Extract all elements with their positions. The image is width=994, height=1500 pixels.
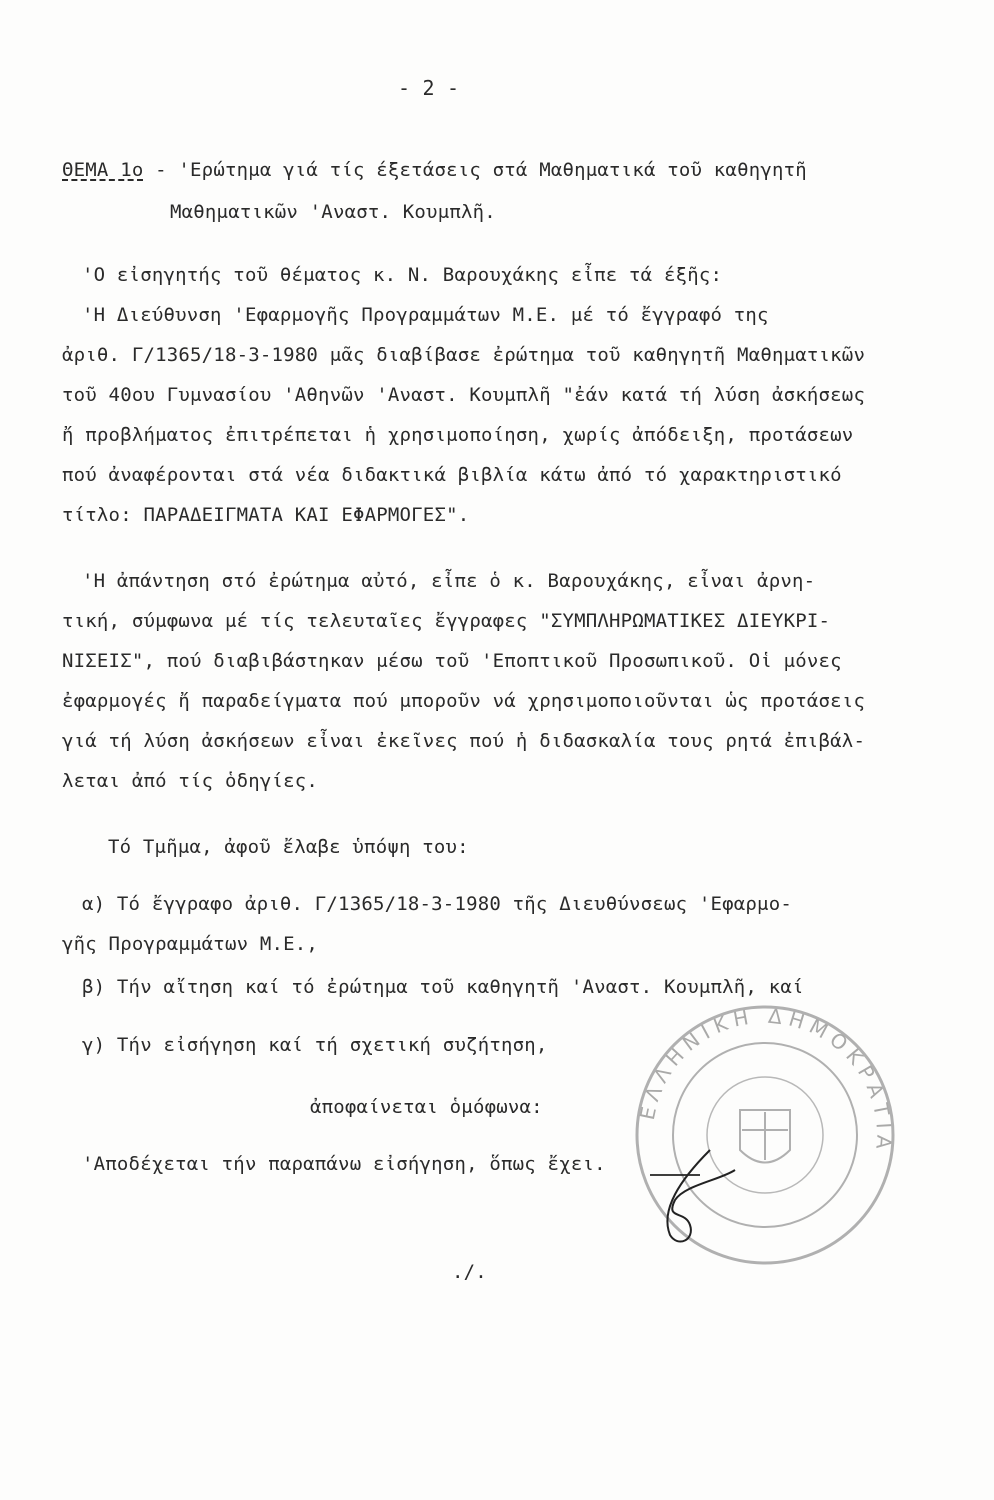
- topic-title-line1: - 'Ερώτημα γιά τίς έξετάσεις στά Μαθηματικά τοῦ καθηγητῆ: [143, 159, 807, 181]
- body-line: τίτλο: ΠΑΡΑΔΕΙΓΜΑΤΑ ΚΑΙ ΕΦΑΡΜΟΓΕΣ".: [62, 504, 470, 526]
- decision-text: 'Αποδέχεται τήν παραπάνω εἰσήγηση, ὅπως ἔχει.: [82, 1153, 606, 1175]
- end-mark: ./.: [452, 1261, 487, 1283]
- list-item-c: γ) Τήν εἰσήγηση καί τή σχετική συζήτηση,: [82, 1034, 548, 1056]
- topic-heading: [62, 158, 807, 182]
- body-line: 'Η Διεύθυνση 'Εφαρμογῆς Προγραμμάτων Μ.Ε. μέ τό ἔγγραφό της: [82, 304, 769, 326]
- body-line: 'Ο εἰσηγητής τοῦ θέματος κ. Ν. Βαρουχάκης εἶπε τά έξῆς:: [82, 264, 723, 286]
- list-item-b: β) Τήν αἴτηση καί τό ἐρώτημα τοῦ καθηγητῆ 'Αναστ. Κουμπλῆ, καί: [82, 976, 804, 998]
- body-line: ἀριθ. Γ/1365/18-3-1980 μᾶς διαβίβασε ἐρώτημα τοῦ καθηγητῆ Μαθηματικῶν: [62, 344, 866, 366]
- list-item-a: α) Τό ἔγγραφο ἀριθ. Γ/1365/18-3-1980 τῆς Διευθύνσεως 'Εφαρμο-: [82, 893, 792, 915]
- body-line: λεται ἀπό τίς ὁδηγίες.: [62, 770, 319, 792]
- body-line: ΝΙΣΕΙΣ", πού διαβιβάστηκαν μέσω τοῦ 'Εποπτικοῦ Προσωπικοῦ. Οἱ μόνες: [62, 650, 842, 672]
- topic-title-line2: Μαθηματικῶν 'Αναστ. Κουμπλῆ.: [170, 201, 496, 223]
- body-line: πού ἀναφέρονται στά νέα διδακτικά βιβλία κάτω ἀπό τό χαρακτηριστικό: [62, 464, 842, 486]
- body-line: τοῦ 40ου Γυμνασίου 'Αθηνῶν 'Αναστ. Κουμπλῆ "ἐάν κατά τή λύση ἀσκήσεως: [62, 384, 866, 406]
- topic-label: ΘΕΜΑ 1ο: [62, 159, 144, 181]
- decision-heading: ἀποφαίνεται ὁμόφωνα:: [310, 1096, 543, 1118]
- body-line: ἤ προβλήματος ἐπιτρέπεται ἡ χρησιμοποίηση, χωρίς ἀπόδειξη, προτάσεων: [62, 424, 854, 446]
- body-line: γιά τή λύση ἀσκήσεων εἶναι ἐκεῖνες πού ἡ διδασκαλία τους ρητά ἐπιβάλ-: [62, 730, 866, 752]
- stamp-outer-text: ΕΛΛΗΝΙΚΗ ΔΗΜΟΚΡΑΤΙΑ: [634, 1003, 897, 1156]
- body-line: τική, σύμφωνα μέ τίς τελευταῖες ἔγγραφες "ΣΥΜΠΛΗΡΩΜΑΤΙΚΕΣ ΔΙΕΥΚΡΙ-: [62, 610, 831, 632]
- page-number: - 2 -: [398, 76, 460, 100]
- body-line: ἐφαρμογές ἤ παραδείγματα πού μποροῦν νά χρησιμοποιοῦνται ὡς προτάσεις: [62, 690, 866, 712]
- signature: [640, 1140, 750, 1250]
- body-line: 'Η ἀπάντηση στό ἐρώτημα αὐτό, εἶπε ὁ κ. Βαρουχάκης, εἶναι ἀρνη-: [82, 570, 816, 592]
- body-line: Τό Τμῆμα, ἀφοῦ ἔλαβε ὑπόψη του:: [108, 836, 469, 858]
- list-item-a-cont: γῆς Προγραμμάτων Μ.Ε.,: [62, 933, 319, 955]
